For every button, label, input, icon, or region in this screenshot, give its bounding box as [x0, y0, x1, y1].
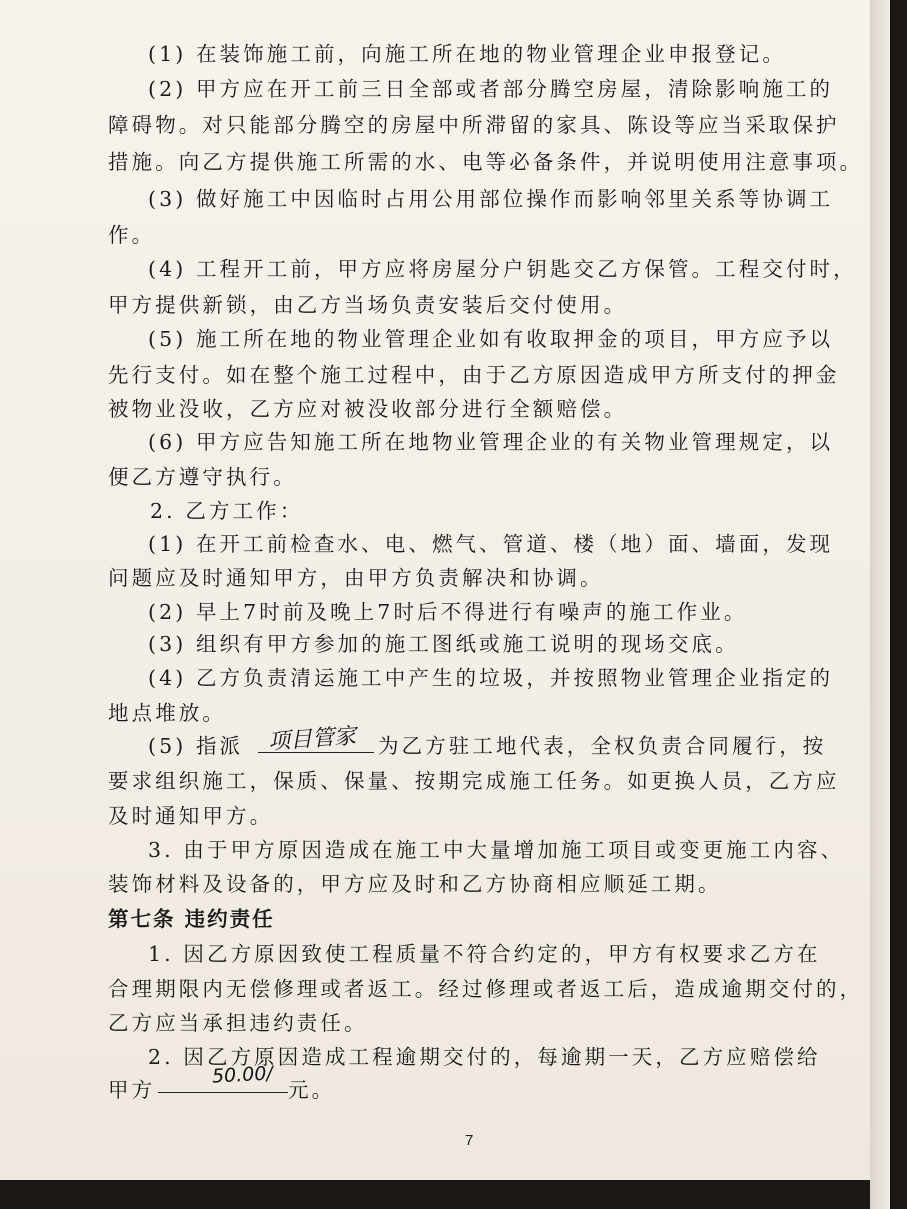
handwritten-representative: 项目管家 [267, 723, 357, 756]
text-line: (1) 在开工前检查水、电、燃气、管道、楼（地）面、墙面，发现 [148, 532, 834, 556]
text-line: 问题应及时通知甲方，由甲方负责解决和协调。 [108, 566, 604, 590]
text-line: 障碍物。对只能部分腾空的房屋中所滞留的家具、陈设等应当采取保护 [108, 113, 840, 137]
text-line: 甲方 [108, 1078, 156, 1102]
section-heading: 第七条 违约责任 [108, 907, 275, 931]
handwritten-amount: 50.00/ [211, 1062, 274, 1088]
text-line: 元。 [288, 1078, 336, 1102]
text-line: 乙方应当承担违约责任。 [108, 1011, 368, 1035]
text-line: (1) 在装饰施工前，向施工所在地的物业管理企业申报登记。 [148, 42, 786, 66]
text-line: 合理期限内无偿修理或者返工。经过修理或者返工后，造成逾期交付的， [108, 977, 864, 1001]
text-line: 措施。向乙方提供施工所需的水、电等必备条件，并说明使用注意事项。 [108, 150, 864, 174]
text-line: (3) 做好施工中因临时占用公用部位操作而影响邻里关系等协调工 [148, 187, 834, 211]
text-line: 1. 因乙方原因致使工程质量不符合约定的，甲方有权要求乙方在 [148, 942, 821, 966]
text-line: 及时通知甲方。 [108, 804, 274, 828]
text-line: 3. 由于甲方原因造成在施工中大量增加施工项目或变更施工内容、 [148, 838, 845, 862]
text-line: 要求组织施工，保质、保量、按期完成施工任务。如更换人员，乙方应 [108, 769, 840, 793]
page-number: 7 [465, 1132, 474, 1149]
text-line: 地点堆放。 [108, 701, 226, 725]
text-line: 2. 因乙方原因造成工程逾期交付的，每逾期一天，乙方应赔偿给 [148, 1045, 821, 1069]
text-line: 为乙方驻工地代表，全权负责合同履行，按 [378, 734, 827, 758]
text-line: 甲方提供新锁，由乙方当场负责安装后交付使用。 [108, 293, 628, 317]
text-line: 2. 乙方工作： [150, 499, 304, 523]
text-line: (5) 施工所在地的物业管理企业如有收取押金的项目，甲方应予以 [148, 327, 834, 351]
text-line: (5) 指派 [148, 734, 244, 758]
page-edge-shadow [870, 0, 890, 1209]
text-line: (6) 甲方应告知施工所在地物业管理企业的有关物业管理规定，以 [148, 430, 834, 454]
text-line: 便乙方遵守执行。 [108, 465, 297, 489]
text-line: (4) 工程开工前，甲方应将房屋分户钥匙交乙方保管。工程交付时， [148, 257, 857, 281]
text-line: (4) 乙方负责清运施工中产生的垃圾，并按照物业管理企业指定的 [148, 666, 834, 690]
text-line: (3) 组织有甲方参加的施工图纸或施工说明的现场交底。 [148, 632, 739, 656]
text-line: (2) 甲方应在开工前三日全部或者部分腾空房屋，清除影响施工的 [148, 77, 834, 101]
text-line: 先行支付。如在整个施工过程中，由于乙方原因造成甲方所支付的押金 [108, 363, 840, 387]
text-line: 被物业没收，乙方应对被没收部分进行全额赔偿。 [108, 397, 628, 421]
amount-underline [158, 1092, 288, 1093]
text-line: 装饰材料及设备的，甲方应及时和乙方协商相应顺延工期。 [108, 872, 722, 896]
text-line: 作。 [108, 223, 156, 247]
text-line: (2) 早上7时前及晚上7时后不得进行有噪声的施工作业。 [148, 600, 748, 624]
